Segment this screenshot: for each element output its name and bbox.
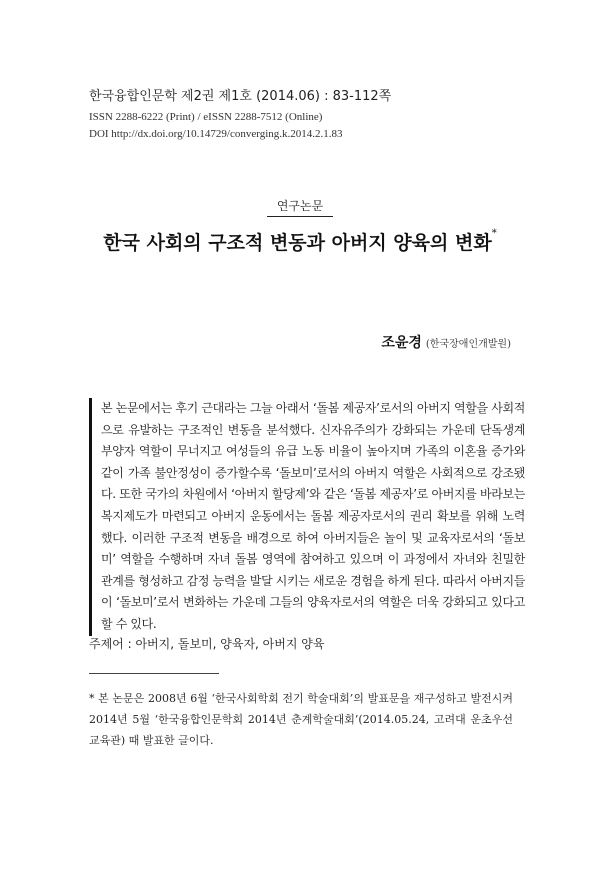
journal-citation: 한국융합인문학 제2권 제1호 (2014.06) : 83-112쪽 (89, 89, 392, 104)
abstract-block (89, 398, 525, 636)
abstract-text: 본 논문에서는 후기 근대라는 그늘 아래서 ‘돌봄 제공자’로서의 아버지 역할을 사회적으로 유발하는 구조적인 변동을 분석했다. 신자유주의가 강화되는 가운데 단독생계 부양자 역할이 무너지고 여성들의 유급 노동 비율이 높아지며 가족의 이혼율 증가와 같이 가족 불안정성이 증가할수록 ‘돌보미’로서의 아버지 역할은 사회적으로 강조됐다. 또한 국가의 차원에서 ‘아버지 할당제’와 같은 ‘돌봄 제공자’로 아버지를 바라보는 복지제도가 마련되고 아버지 운동에서는 돌봄 제공자로서의 권리 확보를 위해 노력했다. 이러한 구조적 변동을 배경으로 하여 아버지들은 놀이 및 교육자로서의 ‘돌보미’ 역할을 수행하며 자녀 돌봄 영역에 참여하고 있으며 이 과정에서 자녀와 친밀한 관계를 형성하고 감정 능력을 발달 시키는 새로운 경험을 하게 된다. 따라서 아버지들이 ‘돌보미’로서 변화하는 가운데 그들의 양육자로서의 역할은 더욱 강화되고 있다고 할 수 있다. (101, 401, 525, 631)
author-affiliation: (한국장애인개발원) (425, 339, 511, 350)
keywords: 주제어 : 아버지, 돌보미, 양육자, 아버지 양육 (89, 637, 325, 651)
footnote-divider (89, 673, 219, 674)
author-name: 조윤경 (381, 335, 422, 351)
journal-header (89, 89, 391, 141)
doi-link[interactable]: DOI http://dx.doi.org/10.14729/converging.k.2014.2.1.83 (89, 128, 343, 140)
footnote-marker[interactable]: * (491, 228, 497, 239)
issn-line: ISSN 2288-6222 (Print) / eISSN 2288-7512 (Online) (89, 111, 323, 123)
footnote: * 본 논문은 2008년 6월 ‘한국사회학회 전기 학술대회’의 발표문을 재구성하고 발전시켜 2014년 5월 ‘한국융합인문학회 2014년 춘계학술대회’(2014.05.24, 고려대 운초우선교육관) 때 발표한 글이다. (89, 692, 513, 747)
author-block (381, 332, 511, 352)
article-category (0, 195, 600, 217)
paper-title (0, 228, 600, 255)
paper-title-text: 한국 사회의 구조적 변동과 아버지 양육의 변화 (103, 232, 492, 254)
category-label: 연구논문 (267, 197, 333, 217)
